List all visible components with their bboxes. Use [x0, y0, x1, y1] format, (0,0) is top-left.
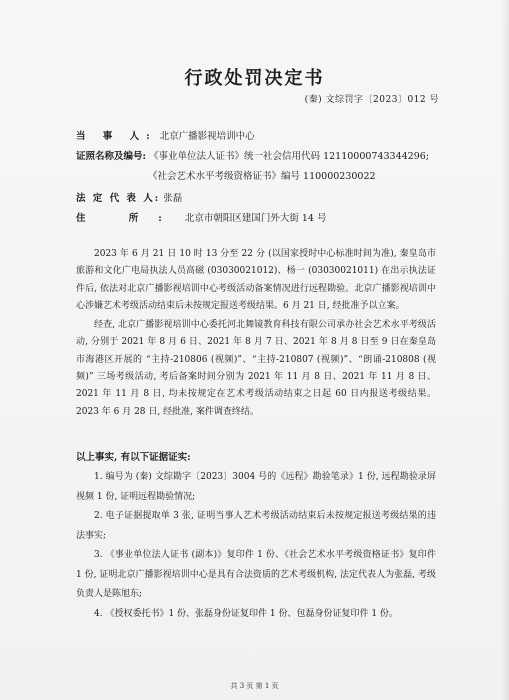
evidence-item: 4. 《授权委托书》1 份、张磊身份证复印件 1 份、包磊身份证复印件 1 份。	[94, 608, 398, 619]
page-footer: 共 3 页 第 1 页	[230, 682, 279, 690]
rep-row	[76, 190, 182, 204]
cert-line-1: 《事业单位法人证书》统一社会信用代码 12110000743344296;	[149, 151, 430, 162]
party-label: 当 事 人:	[76, 131, 157, 142]
evidence-item: 2. 电子证据提取单 3 张, 证明当事人艺术考级活动结束后未按规定报送考级结果的违法事实;	[76, 511, 436, 541]
rep-label: 法 定 代 表 人:	[76, 193, 161, 204]
party-row	[76, 128, 255, 142]
cert-row	[76, 148, 429, 162]
document-number: (秦) 文综罚字〔2023〕012 号	[304, 95, 439, 105]
paragraph-inspection: 2023 年 6 月 21 日 10 时 13 分至 22 分 (以国家授时中心标准时间为准), 秦皇岛市旅游和文化广电局执法人员高磁 (03030021012)、杨一 (03030021011) 在出示执法证件后, 依法对北京广播影视培训中心考级活动备案情况进行远程勘验。北京广播影视培训中心涉嫌艺术考级活动结束后未按规定报送考级结果。6 月 21 日, 经批准予以立案。	[76, 249, 436, 311]
evidence-item: 1. 编号为 (秦) 文综勘字〔2023〕3004 号的《远程》勘验笔录》1 份, 远程勘验录屏视频 1 份, 证明远程勘验情况;	[76, 472, 436, 502]
cert-row-2	[148, 168, 376, 182]
case-body	[76, 246, 436, 421]
evidence-list	[76, 468, 436, 624]
cert-label: 证照名称及编号:	[76, 151, 147, 162]
evidence-item: 3. 《事业单位法人证书 (副本)》复印件 1 份、《社会艺术水平考级资格证书》复印件 1 份, 证明北京广播影视培训中心是具有合法资质的艺术考级机构, 法定代表人为张磊, 考级负责人是陈旭东;	[76, 550, 436, 599]
page-edge-shadow	[501, 0, 509, 700]
paragraph-findings: 经查, 北京广播影视培训中心委托河北舞镜教育科技有限公司承办社会艺术水平考级活动, 分别于 2021 年 8 月 6 日、2021 年 8 月 7 日、2021 年 8 月 8 日至 9 日在秦皇岛市海港区开展的 “主持-210806 (视频)”、“主持-210807 (视频)”、“朗诵-210808 (视频)” 三场考级活动, 考后备案时间分别为 2021 年 11 月 8 日、2021 年 11 月 8 日、2021 年 11 月 8 日, 均未按规定在艺术考级活动结束之日起 60 日内报送考级结果。2023 年 6 月 28 日, 经批准, 案件调查终结。	[76, 320, 436, 417]
cert-line-2: 《社会艺术水平考级资格证书》编号 110000230022	[148, 171, 376, 182]
evidence-heading: 以上事实, 有以下证据证实:	[76, 452, 191, 463]
addr-value: 北京市朝阳区建国门外大街 14 号	[184, 213, 327, 224]
addr-row	[76, 210, 327, 224]
party-value: 北京广播影视培训中心	[159, 131, 255, 142]
rep-value: 张磊	[163, 193, 183, 204]
addr-label: 住 所:	[76, 213, 182, 224]
document-title: 行政处罚决定书	[184, 68, 325, 89]
